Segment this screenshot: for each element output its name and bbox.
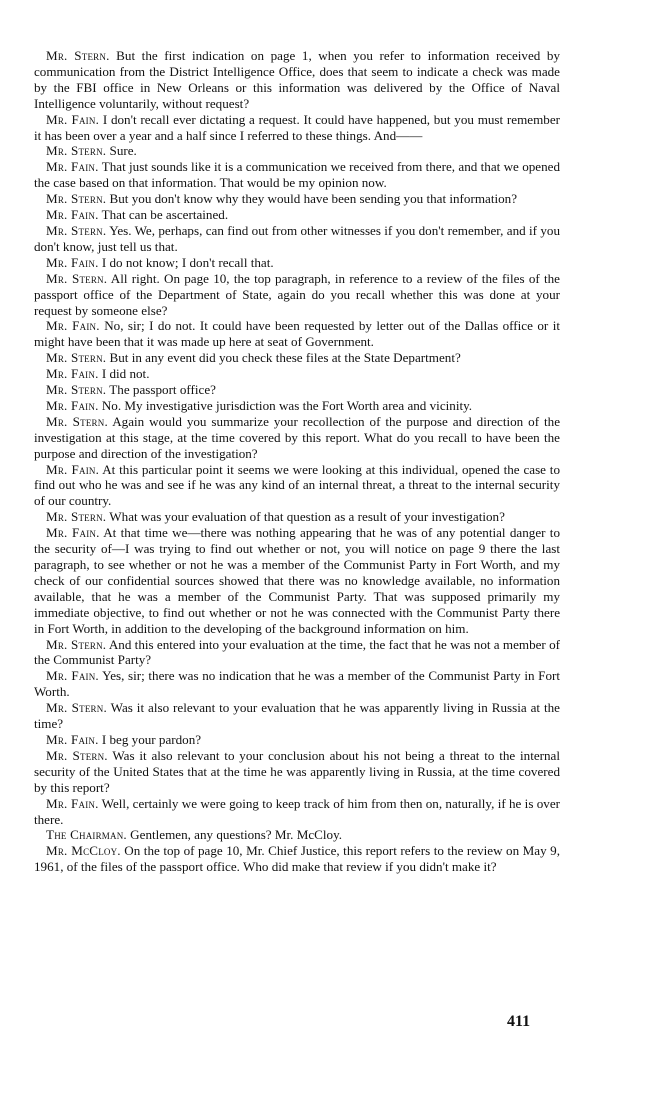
transcript-paragraph	[34, 271, 560, 319]
transcript-paragraph	[34, 350, 560, 366]
transcript-paragraph	[34, 318, 560, 350]
paragraph-text: No. My investigative jurisdiction was the Fort Worth area and vicinity.	[101, 397, 473, 413]
transcript-paragraph	[34, 143, 560, 159]
speaker-name: Mr. Fain.	[46, 254, 99, 270]
speaker-name: Mr. Stern.	[46, 636, 107, 652]
transcript-body	[34, 48, 560, 875]
speaker-name: Mr. Fain.	[46, 159, 99, 175]
transcript-paragraph	[34, 796, 560, 828]
speaker-name: Mr. Fain.	[46, 668, 99, 684]
paragraph-text: What was your evaluation of that question as a result of your investigation?	[109, 509, 505, 525]
paragraph-text: At this particular point it seems we were looking at this individual, opened the case to find out who he was and see if he was any kind of an internal threat, a threat to the internal security of our country.	[34, 461, 560, 509]
paragraph-text: But the first indication on page 1, when you refer to information received by communication from the District Intelligence Office, does that seem to indicate a check was made by the FBI office in New Orleans or this information was delivered by the Office of Naval Intelligence voluntarily, without request?	[34, 48, 560, 111]
speaker-name: Mr. Fain.	[46, 318, 100, 334]
transcript-paragraph	[34, 366, 560, 382]
transcript-paragraph	[34, 191, 560, 207]
transcript-paragraph	[34, 525, 560, 636]
transcript-paragraph	[34, 159, 560, 191]
transcript-paragraph	[34, 732, 560, 748]
speaker-name: Mr. Stern.	[46, 382, 107, 398]
paragraph-text: Again would you summarize your recollection of the purpose and direction of the investigation at this stage, at the time covered by this report. What do you recall to have been the purpose and direction of the investigation?	[34, 413, 561, 461]
speaker-name: Mr. Fain.	[46, 207, 99, 223]
speaker-name: Mr. Fain.	[46, 525, 100, 541]
paragraph-text: Was it also relevant to your conclusion about his not being a threat to the internal security of the United States that at the time he was apparently living in Russia, at the time covered by this report?	[34, 747, 561, 795]
speaker-name: The Chairman.	[46, 827, 127, 843]
transcript-paragraph	[34, 462, 560, 510]
paragraph-text: Gentlemen, any questions? Mr. McCloy.	[130, 827, 343, 843]
speaker-name: Mr. Stern.	[46, 509, 107, 525]
speaker-name: Mr. Fain.	[46, 461, 100, 477]
transcript-paragraph	[34, 748, 560, 796]
speaker-name: Mr. Fain.	[46, 397, 99, 413]
paragraph-text: Was it also relevant to your evaluation that he was apparently living in Russia at the time?	[34, 700, 560, 732]
transcript-paragraph	[34, 700, 560, 732]
transcript-paragraph	[34, 668, 560, 700]
transcript-paragraph	[34, 398, 560, 414]
paragraph-text: At that time we—there was nothing appearing that he was of any potential danger to the security of—I was trying to find out whether or not, you will notice on page 9 there the last paragraph, to see whether or not he was a member of the Communist Party in Fort Worth, and my check of our confidential sources showed that there was no knowledge available, no information available, that he was a member of the Communist Party. That was supposed primarily my immediate objective, to find out whether or not he was connected with the Communist Party there in Fort Worth, in addition to the developing of the background information on him.	[34, 525, 560, 636]
paragraph-text: All right. On page 10, the top paragraph, in reference to a review of the files of the passport office of the Department of State, again do you recall whether this was done at your request by someone else?	[34, 270, 560, 318]
paragraph-text: On the top of page 10, Mr. Chief Justice, this report refers to the review on May 9, 1961, of the files of the passport office. Who did make that review if you didn't make it?	[34, 843, 560, 875]
speaker-name: Mr. McCloy.	[46, 843, 121, 859]
paragraph-text: I beg your pardon?	[101, 731, 202, 747]
speaker-name: Mr. Stern.	[46, 413, 108, 429]
paragraph-text: And this entered into your evaluation at the time, the fact that he was not a member of the Communist Party?	[34, 636, 560, 668]
speaker-name: Mr. Fain.	[46, 795, 99, 811]
transcript-paragraph	[34, 255, 560, 271]
speaker-name: Mr. Fain.	[46, 366, 99, 382]
paragraph-text: Sure.	[109, 143, 137, 159]
paragraph-text: Yes, sir; there was no indication that he was a member of the Communist Party in Fort Worth.	[34, 668, 560, 700]
speaker-name: Mr. Stern.	[46, 191, 107, 207]
transcript-paragraph	[34, 509, 560, 525]
paragraph-text: I do not know; I don't recall that.	[101, 254, 274, 270]
speaker-name: Mr. Stern.	[46, 222, 107, 238]
transcript-paragraph	[34, 48, 560, 112]
paragraph-text: But you don't know why they would have been sending you that information?	[109, 191, 518, 207]
transcript-paragraph	[34, 382, 560, 398]
speaker-name: Mr. Fain.	[46, 111, 100, 127]
transcript-paragraph	[34, 223, 560, 255]
paragraph-text: No, sir; I do not. It could have been requested by letter out of the Dallas office or it might have been that it was made up here at seat of Government.	[34, 318, 560, 350]
paragraph-text: I did not.	[101, 366, 150, 382]
paragraph-text: I don't recall ever dictating a request. It could have happened, but you must remember it has been over a year and a half since I referred to these things. And——	[34, 111, 560, 143]
transcript-paragraph	[34, 112, 560, 144]
speaker-name: Mr. Stern.	[46, 48, 110, 63]
speaker-name: Mr. Fain.	[46, 731, 99, 747]
paragraph-text: The passport office?	[109, 382, 216, 398]
transcript-paragraph	[34, 843, 560, 875]
speaker-name: Mr. Stern.	[46, 700, 107, 716]
transcript-paragraph	[34, 637, 560, 669]
page-number: 411	[507, 1013, 531, 1030]
speaker-name: Mr. Stern.	[46, 350, 107, 366]
transcript-paragraph	[34, 827, 560, 843]
paragraph-text: That just sounds like it is a communication we received from there, and that we opened the case based on that information. That would be my opinion now.	[34, 159, 561, 191]
paragraph-text: But in any event did you check these files at the State Department?	[109, 350, 461, 366]
speaker-name: Mr. Stern.	[46, 143, 107, 159]
transcript-paragraph	[34, 414, 560, 462]
paragraph-text: Yes. We, perhaps, can find out from other witnesses if you don't remember, and if you don't know, just tell us that.	[34, 222, 560, 254]
speaker-name: Mr. Stern.	[46, 747, 108, 763]
transcript-paragraph	[34, 207, 560, 223]
speaker-name: Mr. Stern.	[46, 270, 108, 286]
paragraph-text: That can be ascertained.	[101, 207, 229, 223]
paragraph-text: Well, certainly we were going to keep track of him from then on, naturally, if he is over there.	[34, 795, 560, 827]
